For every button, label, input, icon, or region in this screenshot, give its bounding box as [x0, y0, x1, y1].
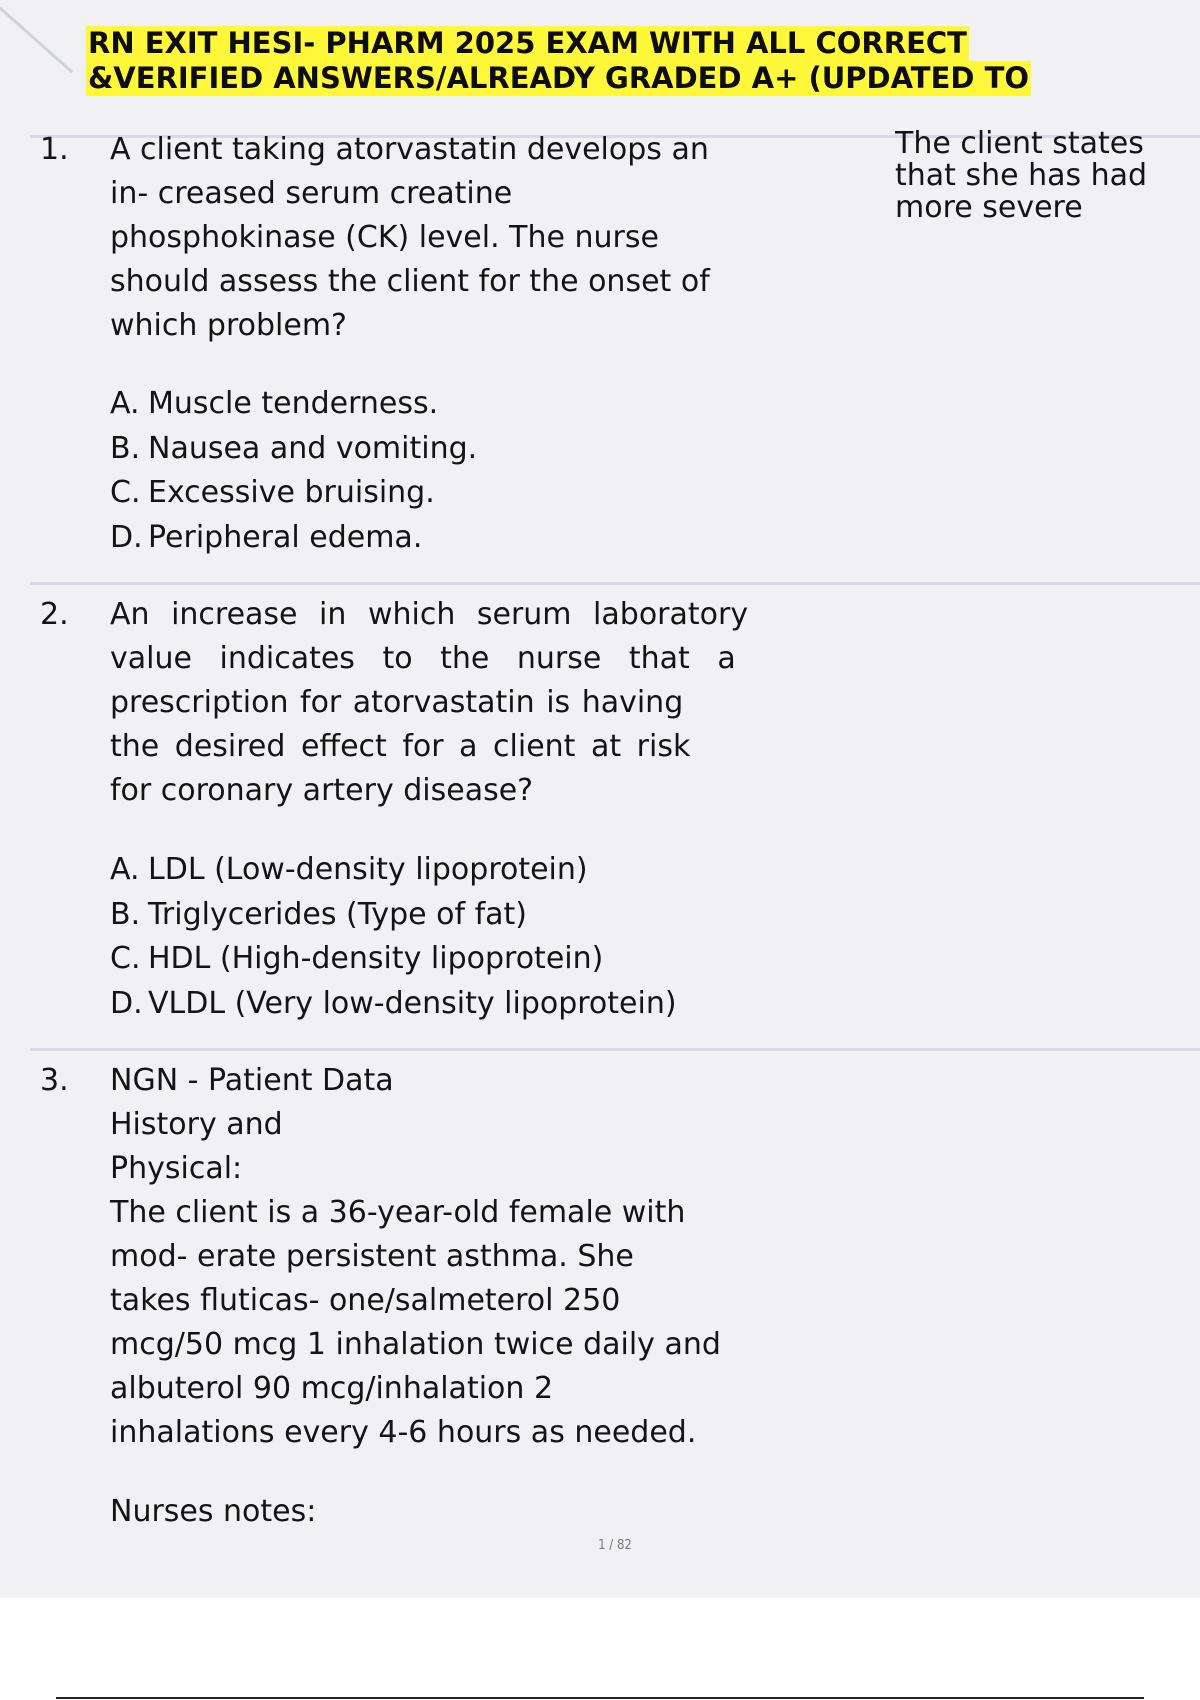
- question-line: prescription for atorvastatin is having: [110, 685, 684, 720]
- title-line-1: RN EXIT HESI- PHARM 2025 EXAM WITH ALL CORRECT: [88, 26, 967, 60]
- answer-option: [110, 427, 477, 472]
- question-number: 1.: [40, 132, 69, 167]
- question-line: takes fluticas- one/salmeterol 250: [110, 1283, 621, 1318]
- option-text: VLDL (Very low-density lipoprotein): [148, 985, 677, 1021]
- question-line: in- creased serum creatine: [110, 176, 513, 211]
- answer-option: [110, 471, 477, 516]
- answer-option: [110, 848, 677, 893]
- question-number: 2.: [40, 597, 69, 632]
- option-letter: D.: [110, 985, 143, 1021]
- question-line: mod- erate persistent asthma. She: [110, 1239, 634, 1274]
- side-note-line: more severe: [895, 190, 1083, 224]
- divider: [30, 582, 1200, 585]
- option-text: Excessive bruising.: [148, 475, 435, 510]
- question-2-options: [110, 848, 677, 1026]
- question-line: An increase in which serum laboratory: [110, 597, 749, 632]
- page-bottom-rule: [56, 1697, 1144, 1699]
- option-text: Muscle tenderness.: [148, 386, 439, 421]
- page-indicator: 1 / 82: [598, 1538, 632, 1553]
- question-line: History and: [110, 1107, 283, 1142]
- question-line: the desired effect for a client at risk: [110, 729, 691, 764]
- answer-option: [110, 516, 477, 561]
- question-line: albuterol 90 mcg/inhalation 2: [110, 1371, 554, 1406]
- answer-option: [110, 893, 677, 938]
- question-line: should assess the client for the onset of: [110, 264, 710, 299]
- nurses-notes-label: Nurses notes:: [110, 1494, 317, 1529]
- option-letter: B.: [110, 430, 141, 466]
- question-1-text: [110, 128, 786, 348]
- question-line: mcg/50 mcg 1 inhalation twice daily and: [110, 1327, 721, 1362]
- question-line: for coronary artery disease?: [110, 773, 534, 808]
- question-3-text: [110, 1059, 786, 1455]
- option-text: Triglycerides (Type of fat): [148, 896, 528, 932]
- option-letter: A.: [110, 386, 140, 421]
- page-corner-fold: [0, 0, 90, 90]
- side-note: [895, 128, 1200, 224]
- question-2-text: [110, 593, 786, 813]
- question-line: phosphokinase (CK) level. The nurse: [110, 220, 659, 255]
- side-note-line: that she has had: [895, 158, 1148, 193]
- answer-option: [110, 937, 677, 982]
- option-text: HDL (High-density lipoprotein): [148, 941, 604, 976]
- question-line: which problem?: [110, 308, 347, 343]
- answer-option: [110, 382, 477, 427]
- question-line: value indicates to the nurse that a: [110, 641, 736, 676]
- option-text: Peripheral edema.: [148, 519, 423, 555]
- divider: [30, 1048, 1200, 1051]
- answer-option: [110, 982, 677, 1027]
- side-note-line: The client states: [895, 128, 1144, 161]
- question-line: NGN - Patient Data: [110, 1063, 394, 1098]
- question-line: The client is a 36-year-old female with: [110, 1195, 686, 1230]
- question-1-options: [110, 382, 477, 560]
- option-text: LDL (Low-density lipoprotein): [148, 852, 588, 887]
- question-line: Physical:: [110, 1151, 243, 1186]
- option-letter: B.: [110, 896, 141, 932]
- question-line: inhalations every 4-6 hours as needed.: [110, 1415, 697, 1450]
- option-letter: C.: [110, 475, 141, 510]
- question-number: 3.: [40, 1063, 69, 1098]
- option-text: Nausea and vomiting.: [148, 430, 478, 466]
- title-line-2: &VERIFIED ANSWERS/ALREADY GRADED A+ (UPDATED TO: [88, 61, 1029, 95]
- document-title: [86, 26, 1031, 96]
- question-line: A client taking atorvastatin develops an: [110, 132, 709, 167]
- option-letter: A.: [110, 852, 140, 887]
- option-letter: C.: [110, 941, 141, 976]
- option-letter: D.: [110, 519, 143, 555]
